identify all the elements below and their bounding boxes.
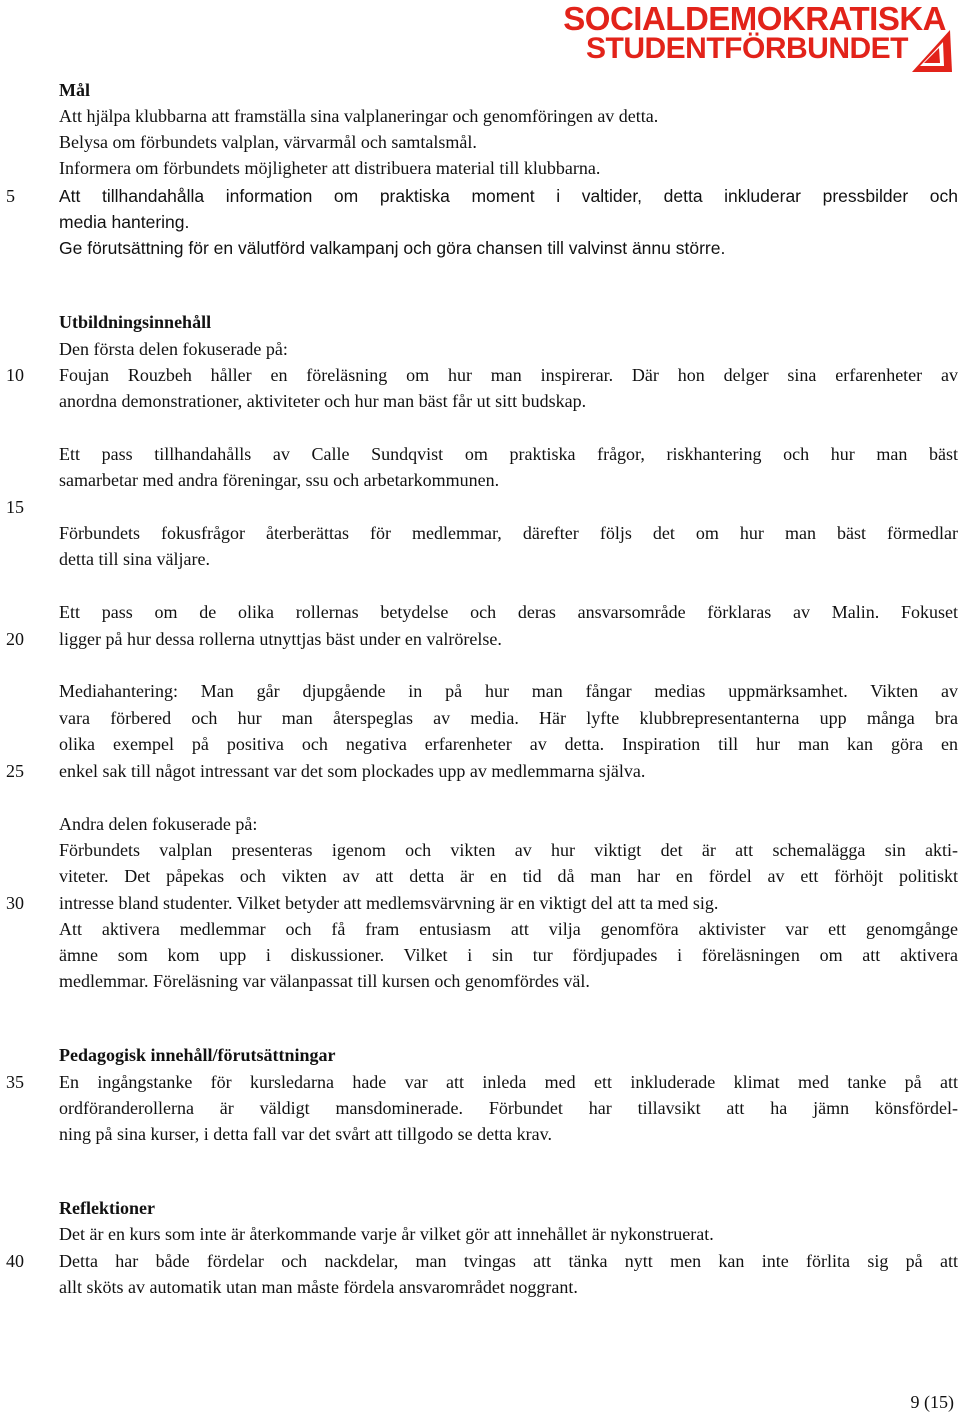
body-line: ligger på hur dessa rollerna utnyttjas bäst under en valrörelse. <box>59 629 502 649</box>
body-line: Detta har både fördelar och nackdelar, man tvingas att tänka nytt men kan inte förlita sig på att <box>59 1251 958 1271</box>
body-line: vara förbered och hur man återspeglas av media. Här lyfte klubbrepresentanterna upp många bra <box>59 708 958 728</box>
logo-line-2: STUDENTFÖRBUNDET <box>586 32 908 65</box>
body-line: anordna demonstrationer, aktiviteter och hur man bäst får ut sitt budskap. <box>59 391 587 411</box>
body-line: Informera om förbundets möjligheter att distribuera material till klubbarna. <box>59 158 601 178</box>
body-line: allt sköts av automatik utan man måste fördela ansvarområdet noggrant. <box>59 1277 578 1297</box>
body-line: olika exempel på positiva och negativa erfarenheter av detta. Inspiration till hur man kan göra en <box>59 734 958 754</box>
body-line: Mediahantering: Man går djupgående in på hur man fångar medias uppmärksamhet. Vikten av <box>59 681 958 701</box>
body-line: media hantering. <box>59 212 190 232</box>
line-number: 35 <box>6 1072 24 1092</box>
section-heading-pedagogisk: Pedagogisk innehåll/förutsättningar <box>59 1045 336 1065</box>
body-line: Den första delen fokuserade på: <box>59 339 288 359</box>
body-line: Det är en kurs som inte är återkommande varje år vilket gör att innehållet är nykonstruerat. <box>59 1224 714 1244</box>
section-heading-mal: Mål <box>59 80 90 100</box>
body-line: Att tillhandahålla information om praktiska moment i valtider, detta inkluderar pressbilder och <box>59 186 958 206</box>
body-line: ämne som kom upp i diskussioner. Vilket i sin tur fördjupades i föreläsningen om att aktivera <box>59 945 958 965</box>
line-number: 5 <box>6 186 15 206</box>
organization-logo <box>524 2 954 74</box>
line-number: 15 <box>6 497 24 517</box>
page-number: 9 (15) <box>910 1392 954 1412</box>
body-line: medlemmar. Föreläsning var välanpassat till kursen och genomfördes väl. <box>59 971 590 991</box>
body-line: Förbundets fokusfrågor återberättas för medlemmar, därefter följs det om hur man bäst förmedlar <box>59 523 958 543</box>
body-line: Ett pass om de olika rollernas betydelse och deras ansvarsområde förklaras av Malin. Fokuset <box>59 602 958 622</box>
section-heading-utbildning: Utbildningsinnehåll <box>59 312 212 332</box>
body-line: Ge förutsättning för en välutförd valkampanj och göra chansen till valvinst ännu större. <box>59 238 726 258</box>
body-line: intresse bland studenter. Vilket betyder att medlemsvärvning är en viktigt del att ta med sig. <box>59 893 719 913</box>
line-number: 10 <box>6 365 24 385</box>
body-line: Att hjälpa klubbarna att framställa sina valplaneringar och genomföringen av detta. <box>59 106 659 126</box>
line-number: 20 <box>6 629 24 649</box>
body-line: Förbundets valplan presenteras igenom och vikten av hur viktigt det är att schemalägga sin akti- <box>59 840 958 860</box>
section-heading-reflektioner: Reflektioner <box>59 1198 155 1218</box>
body-line: En ingångstanke för kursledarna hade var att inleda med ett inkluderade klimat med tanke på att <box>59 1072 958 1092</box>
body-line: enkel sak till något intressant var det som plockades upp av medlemmarna själva. <box>59 761 646 781</box>
body-line: Belysa om förbundets valplan, värvarmål och samtalsmål. <box>59 132 477 152</box>
body-line: ning på sina kurser, i detta fall var det svårt att tillgodo se detta krav. <box>59 1124 552 1144</box>
body-line: detta till sina väljare. <box>59 549 210 569</box>
body-line: Ett pass tillhandahålls av Calle Sundqvist om praktiska frågor, riskhantering och hur man bäst <box>59 444 958 464</box>
body-line: ordföranderollerna är väldigt mansdominerade. Förbundet har tillavsikt att ha jämn könsfördel- <box>59 1098 958 1118</box>
line-number: 30 <box>6 893 24 913</box>
line-number: 25 <box>6 761 24 781</box>
logo-line-1: SOCIALDEMOKRATISKA <box>563 0 946 37</box>
body-line: samarbetar med andra föreningar, ssu och arbetarkommunen. <box>59 470 500 490</box>
body-line: Foujan Rouzbeh håller en föreläsning om hur man inspirerar. Där hon delger sina erfarenheter av <box>59 365 958 385</box>
red-triangle-arrow-icon <box>910 28 954 74</box>
body-line: Att aktivera medlemmar och få fram entusiasm att vilja genomföra aktivister var ett genomgånge <box>59 919 958 939</box>
line-number: 40 <box>6 1251 24 1271</box>
body-line: viteter. Det påpekas och vikten av att detta är en tid då man har en fördel av ett förhöjt politiskt <box>59 866 958 886</box>
body-line: Andra delen fokuserade på: <box>59 814 258 834</box>
